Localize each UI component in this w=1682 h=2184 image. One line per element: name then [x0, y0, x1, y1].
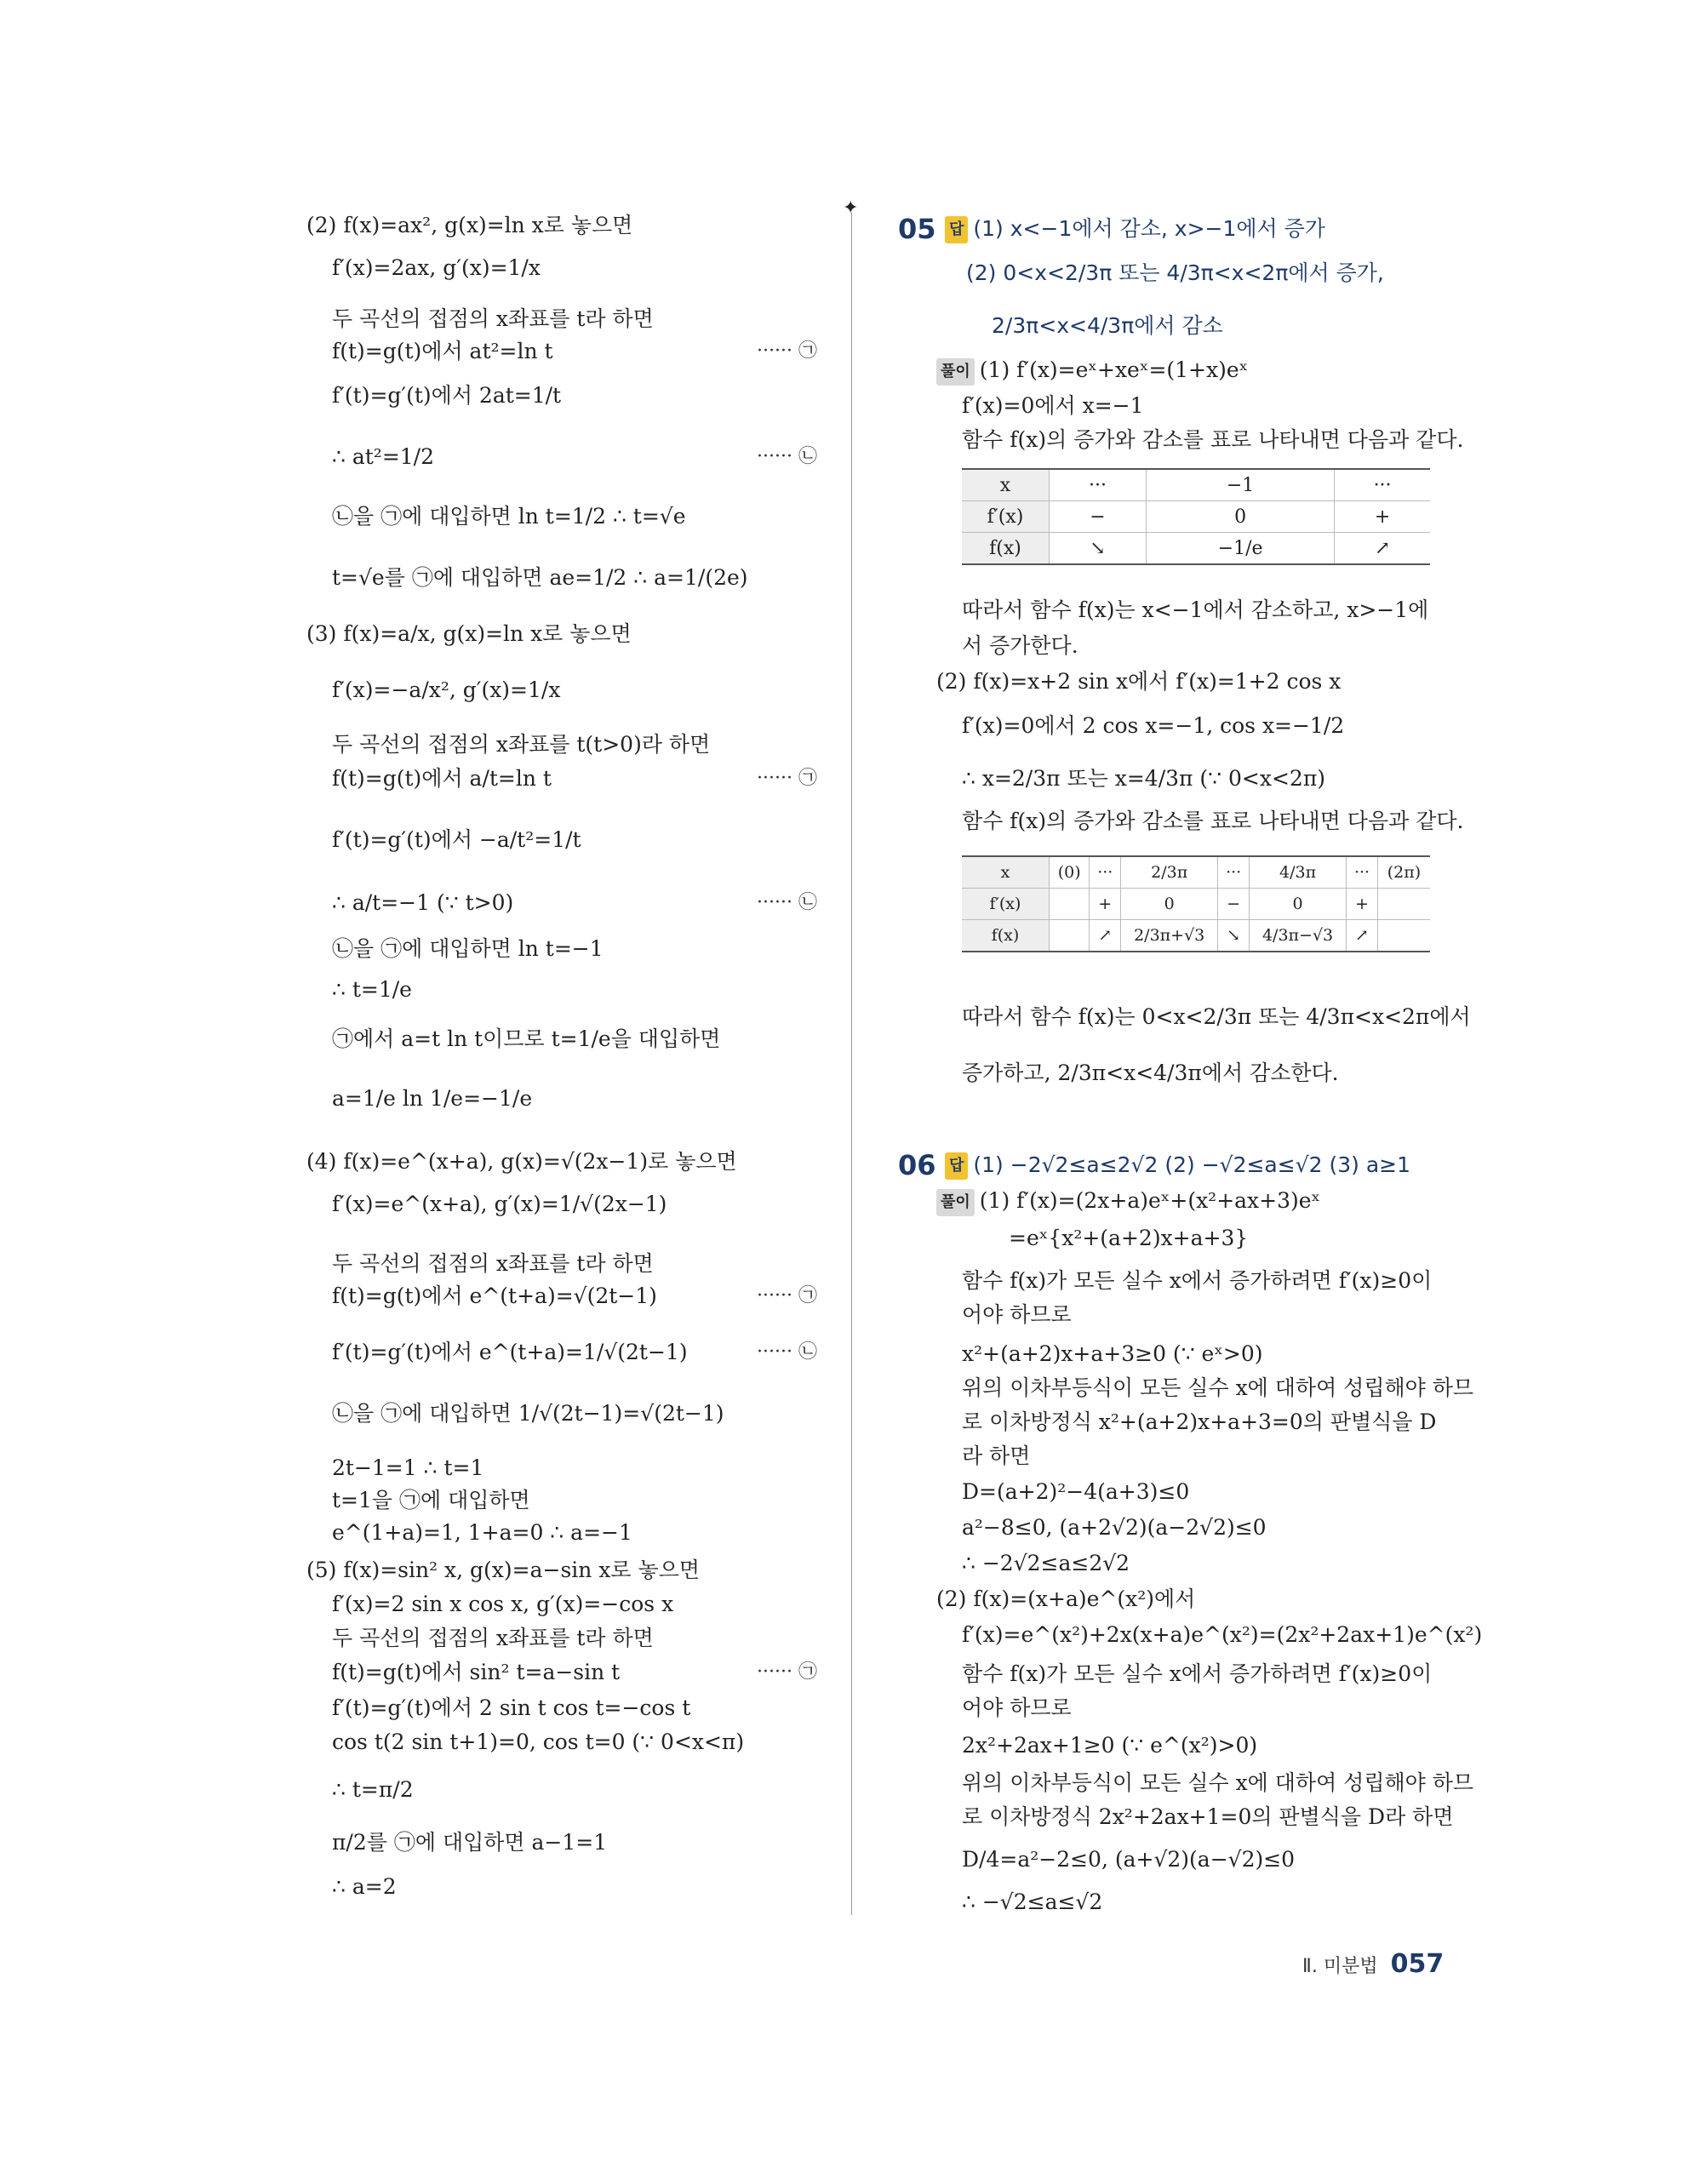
solution-line: ㉡을 ㉠에 대입하면 ln t=1/2 ∴ t=√e: [332, 504, 686, 529]
table-cell: f(x): [962, 533, 1050, 565]
q05-line: 따라서 함수 f(x)는 x<−1에서 감소하고, x>−1에: [962, 597, 1429, 622]
table-cell: f′(x): [962, 889, 1050, 920]
equation-marker: ······ ㉡: [757, 892, 817, 913]
solution-part-heading: (3) f(x)=a/x, g(x)=ln x로 놓으면: [306, 621, 632, 646]
table-row: [962, 469, 1430, 501]
q06-line: (2) f(x)=(x+a)e^(x²)에서: [936, 1587, 1196, 1611]
solution-line: f′(x)=−a/x², g′(x)=1/x: [332, 677, 561, 702]
q06-line: 로 이차방정식 x²+(a+2)x+a+3=0의 판별식을 D: [962, 1409, 1437, 1434]
q06-line: f′(x)=e^(x²)+2x(x+a)e^(x²)=(2x²+2ax+1)e^(x²): [962, 1622, 1483, 1647]
table-cell: x: [962, 856, 1050, 889]
q06-answer: 답 (1) −2√2≤a≤2√2 (2) −√2≤a≤√2 (3) a≥1: [945, 1152, 1410, 1180]
section-label: Ⅱ. 미분법: [1302, 1956, 1378, 1977]
q06-line: x²+(a+2)x+a+3≥0 (∵ eˣ>0): [962, 1341, 1263, 1366]
solution-line: ∴ at²=1/2 ······ ㉡: [332, 444, 817, 469]
solution-line: 두 곡선의 접점의 x좌표를 t라 하면: [332, 1251, 654, 1276]
q06-line: 풀이 (1) f′(x)=(2x+a)eˣ+(x²+ax+3)eˣ: [936, 1188, 1320, 1216]
table-cell: ···: [1335, 469, 1430, 501]
q05-line: ∴ x=2/3π 또는 x=4/3π (∵ 0<x<2π): [962, 766, 1326, 791]
q05-line: 함수 f(x)의 증가와 감소를 표로 나타내면 다음과 같다.: [962, 809, 1464, 833]
table-row: [962, 501, 1430, 533]
q06-line: D/4=a²−2≤0, (a+√2)(a−√2)≤0: [962, 1847, 1296, 1872]
solution-line: ∴ a=2: [332, 1874, 397, 1899]
table-cell: −: [1050, 501, 1147, 533]
q05-answer-3: 2/3π<x<4/3π에서 감소: [992, 313, 1223, 338]
solution-line: 두 곡선의 접점의 x좌표를 t라 하면: [332, 306, 654, 331]
q06-line: 위의 이차부등식이 모든 실수 x에 대하여 성립해야 하므: [962, 1375, 1474, 1400]
table-cell: (0): [1050, 856, 1090, 889]
table-cell: ↗: [1335, 533, 1430, 565]
table-cell: 0: [1147, 501, 1335, 533]
table-cell: [1050, 920, 1090, 952]
question-number-05: 05: [898, 213, 936, 245]
q05-table-1: [962, 468, 1430, 565]
table-cell: [1377, 889, 1430, 920]
q05-line: 따라서 함수 f(x)는 0<x<2/3π 또는 4/3π<x<2π에서: [962, 1004, 1471, 1029]
q06-line: 2x²+2ax+1≥0 (∵ e^(x²)>0): [962, 1733, 1258, 1758]
solution-line: t=1을 ㉠에 대입하면: [332, 1488, 530, 1512]
table-cell: ···: [1090, 856, 1121, 889]
table-cell: x: [962, 469, 1050, 501]
solution-line: 2t−1=1 ∴ t=1: [332, 1455, 484, 1480]
q06-line: 위의 이차부등식이 모든 실수 x에 대하여 성립해야 하므: [962, 1770, 1474, 1795]
solution-line: ㉡을 ㉠에 대입하면 1/√(2t−1)=√(2t−1): [332, 1401, 724, 1426]
equation-marker: ······ ㉠: [757, 768, 817, 789]
column-divider: [851, 213, 852, 1915]
q06-line: 어야 하므로: [962, 1302, 1072, 1327]
q05-solution-1: 풀이 (1) f′(x)=eˣ+xeˣ=(1+x)eˣ: [936, 357, 1248, 386]
q05-table-2: [962, 855, 1430, 952]
table-cell: 4/3π−√3: [1250, 920, 1347, 952]
solution-part-heading: (5) f(x)=sin² x, g(x)=a−sin x로 놓으면: [306, 1558, 700, 1582]
solution-tag: 풀이: [936, 1189, 975, 1216]
table-cell: 0: [1250, 889, 1347, 920]
table-row: [962, 920, 1430, 952]
solution-line: a=1/e ln 1/e=−1/e: [332, 1086, 533, 1111]
q06-line: ∴ −√2≤a≤√2: [962, 1890, 1103, 1914]
solution-line: ∴ t=π/2: [332, 1777, 414, 1802]
solution-line: f′(t)=g′(t)에서 2at=1/t: [332, 383, 562, 408]
q06-line: 어야 하므로: [962, 1695, 1072, 1720]
table-row: [962, 889, 1430, 920]
q05-line: f′(x)=0에서 2 cos x=−1, cos x=−1/2: [962, 713, 1345, 738]
q06-line: a²−8≤0, (a+2√2)(a−2√2)≤0: [962, 1515, 1267, 1540]
equation-marker: ······ ㉡: [757, 1341, 817, 1363]
q06-line: 함수 f(x)가 모든 실수 x에서 증가하려면 f′(x)≥0이: [962, 1268, 1433, 1293]
page-number: 057: [1390, 1949, 1445, 1979]
solution-line: 두 곡선의 접점의 x좌표를 t(t>0)라 하면: [332, 732, 711, 757]
table-cell: 2/3π: [1121, 856, 1218, 889]
solution-line: π/2를 ㉠에 대입하면 a−1=1: [332, 1830, 608, 1855]
q05-line: 함수 f(x)의 증가와 감소를 표로 나타내면 다음과 같다.: [962, 427, 1464, 452]
table-cell: ↘: [1050, 533, 1147, 565]
table-cell: f′(x): [962, 501, 1050, 533]
equation-marker: ······ ㉠: [757, 1285, 817, 1306]
table-row: [962, 856, 1430, 889]
solution-line: f′(t)=g′(t)에서 −a/t²=1/t: [332, 827, 581, 852]
equation-marker: ······ ㉠: [757, 340, 817, 362]
solution-line: ㉠에서 a=t ln t이므로 t=1/e을 대입하면: [332, 1026, 721, 1051]
table-cell: 0: [1121, 889, 1218, 920]
table-cell: ↘: [1218, 920, 1250, 952]
q05-answer-1: 답 (1) x<−1에서 감소, x>−1에서 증가: [945, 216, 1325, 243]
answer-tag: 답: [945, 1152, 968, 1180]
table-cell: [1377, 920, 1430, 952]
solution-line: f′(x)=2 sin x cos x, g′(x)=−cos x: [332, 1592, 674, 1616]
equation-marker: ······ ㉡: [757, 446, 817, 467]
table-cell: −1/e: [1147, 533, 1335, 565]
q06-line: D=(a+2)²−4(a+3)≤0: [962, 1479, 1190, 1504]
solution-line: ∴ a/t=−1 (∵ t>0) ······ ㉡: [332, 890, 817, 915]
solution-part-heading: (2) f(x)=ax², g(x)=ln x로 놓으면: [306, 213, 633, 237]
table-cell: ···: [1218, 856, 1250, 889]
table-cell: 4/3π: [1250, 856, 1347, 889]
solution-line: ∴ t=1/e: [332, 977, 412, 1002]
q05-line: f′(x)=0에서 x=−1: [962, 393, 1144, 418]
table-cell: +: [1090, 889, 1121, 920]
solution-line: cos t(2 sin t+1)=0, cos t=0 (∵ 0<x<π): [332, 1729, 745, 1754]
table-cell: +: [1347, 889, 1378, 920]
q06-line: =eˣ{x²+(a+2)x+a+3}: [1009, 1226, 1249, 1250]
solution-line: f′(x)=2ax, g′(x)=1/x: [332, 255, 541, 280]
q05-answer-2: (2) 0<x<2/3π 또는 4/3π<x<2π에서 증가,: [966, 260, 1384, 285]
q06-line: 함수 f(x)가 모든 실수 x에서 증가하려면 f′(x)≥0이: [962, 1661, 1433, 1686]
solution-line: f′(x)=e^(x+a), g′(x)=1/√(2x−1): [332, 1192, 667, 1216]
solution-line: f′(t)=g′(t)에서 e^(t+a)=1/√(2t−1) ······ ㉡: [332, 1340, 817, 1364]
solution-line: f(t)=g(t)에서 at²=ln t ······ ㉠: [332, 339, 817, 363]
solution-line: f(t)=g(t)에서 sin² t=a−sin t ······ ㉠: [332, 1660, 817, 1684]
q05-line: 증가하고, 2/3π<x<4/3π에서 감소한다.: [962, 1061, 1339, 1085]
solution-line: 두 곡선의 접점의 x좌표를 t라 하면: [332, 1626, 654, 1650]
solution-line: e^(1+a)=1, 1+a=0 ∴ a=−1: [332, 1520, 632, 1545]
answer-tag: 답: [945, 216, 968, 243]
q05-line: (2) f(x)=x+2 sin x에서 f′(x)=1+2 cos x: [936, 669, 1342, 694]
q06-line: 로 이차방정식 2x²+2ax+1=0의 판별식을 D라 하면: [962, 1804, 1454, 1829]
table-cell: 2/3π+√3: [1121, 920, 1218, 952]
question-number-06: 06: [898, 1149, 936, 1181]
solution-line: f(t)=g(t)에서 a/t=ln t ······ ㉠: [332, 766, 817, 791]
equation-marker: ······ ㉠: [757, 1661, 817, 1683]
divider-ornament: ✦: [843, 197, 859, 219]
solution-tag: 풀이: [936, 358, 975, 386]
table-cell: −1: [1147, 469, 1335, 501]
table-cell: ···: [1347, 856, 1378, 889]
table-cell: −: [1218, 889, 1250, 920]
page-footer: [1302, 1949, 1444, 1979]
table-cell: ↗: [1090, 920, 1121, 952]
q06-line: ∴ −2√2≤a≤2√2: [962, 1551, 1130, 1575]
table-cell: ···: [1050, 469, 1147, 501]
solution-line: t=√e를 ㉠에 대입하면 ae=1/2 ∴ a=1/(2e): [332, 565, 748, 590]
table-row: [962, 533, 1430, 565]
table-cell: (2π): [1377, 856, 1430, 889]
solution-line: ㉡을 ㉠에 대입하면 ln t=−1: [332, 936, 604, 961]
table-cell: ↗: [1347, 920, 1378, 952]
solution-part-heading: (4) f(x)=e^(x+a), g(x)=√(2x−1)로 놓으면: [306, 1149, 737, 1174]
q06-line: 라 하면: [962, 1444, 1031, 1468]
q05-line: 서 증가한다.: [962, 633, 1078, 658]
table-cell: [1050, 889, 1090, 920]
table-cell: +: [1335, 501, 1430, 533]
table-cell: f(x): [962, 920, 1050, 952]
solution-line: f′(t)=g′(t)에서 2 sin t cos t=−cos t: [332, 1695, 691, 1720]
solution-line: f(t)=g(t)에서 e^(t+a)=√(2t−1) ······ ㉠: [332, 1284, 817, 1308]
